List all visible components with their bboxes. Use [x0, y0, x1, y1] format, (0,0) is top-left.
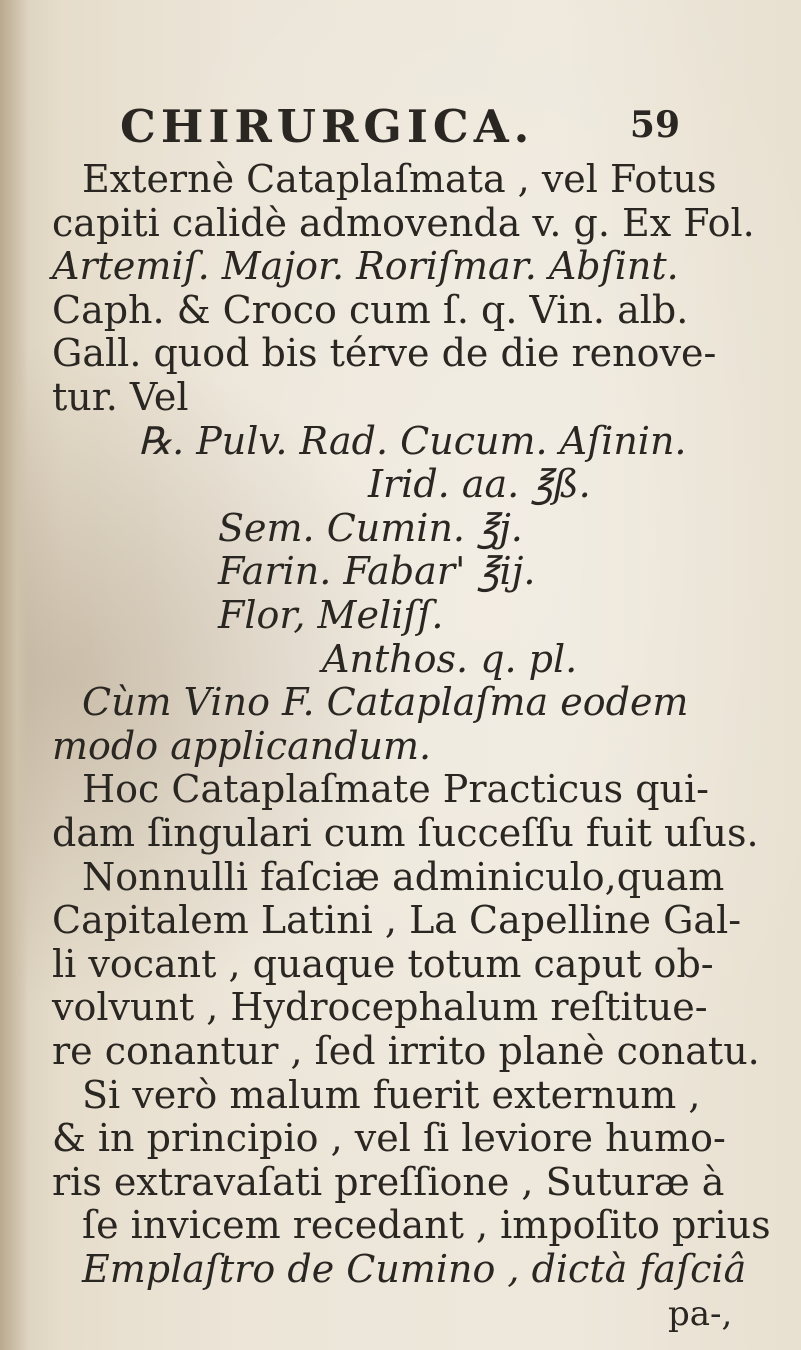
- text-line-l8: modo applicandum.: [52, 724, 432, 768]
- text-line-r4: Farin. Fabar' ℥ij.: [218, 549, 536, 593]
- text-line-l15: re conantur , ſed irrito planè conatu.: [52, 1029, 760, 1073]
- catchword: pa-,: [668, 1294, 733, 1334]
- text-line-r5: Flor, Meliſſ.: [218, 593, 444, 637]
- text-line-l18: ris extravaſati preſſione , Suturæ à: [52, 1160, 725, 1204]
- text-line-l6: tur. Vel: [52, 375, 189, 419]
- text-line-l17: & in principio , vel ſi leviore humo-: [52, 1116, 726, 1160]
- text-line-l20: Emplaſtro de Cumino , dictà faſciâ: [82, 1247, 747, 1291]
- page-gutter: [0, 0, 28, 1350]
- text-line-r6: Anthos. q. pl.: [322, 637, 578, 681]
- text-line-l1: Externè Cataplaſmata , vel Fotus: [82, 157, 717, 201]
- text-line-l5: Gall. quod bis térve de die renove-: [52, 331, 717, 375]
- page-header: [120, 100, 680, 160]
- text-line-l7: Cùm Vino F. Cataplaſma eodem: [82, 680, 689, 724]
- running-title: CHIRURGICA.: [120, 100, 535, 153]
- text-line-r2: Irid. aa. ℥ß.: [368, 462, 591, 506]
- page-number: 59: [629, 104, 680, 146]
- text-line-l11: Nonnulli faſciæ adminiculo,quam: [82, 855, 725, 899]
- text-line-l19: ſe invicem recedant , impoſito prius: [82, 1203, 771, 1247]
- text-line-l13: li vocant , quaque totum caput ob-: [52, 942, 714, 986]
- text-line-r3: Sem. Cumin. ℥j.: [218, 506, 523, 550]
- text-line-l9: Hoc Cataplaſmate Practicus qui-: [82, 767, 709, 811]
- text-line-l2: capiti calidè admovenda v. g. Ex Fol.: [52, 201, 755, 245]
- text-line-l4: Caph. & Croco cum ſ. q. Vin. alb.: [52, 288, 689, 332]
- text-line-l10: dam ſingulari cum ſucceſſu fuit uſus.: [52, 811, 759, 855]
- text-line-l3: Artemiſ. Major. Roriſmar. Abſint.: [52, 244, 679, 288]
- text-line-r1: ℞. Pulv. Rad. Cucum. Aſinin.: [138, 419, 687, 463]
- text-line-l12: Capitalem Latini , La Capelline Gal-: [52, 898, 742, 942]
- text-line-l16: Si verò malum fuerit externum ,: [82, 1073, 701, 1117]
- text-line-l14: volvunt , Hydrocephalum reſtitue-: [52, 985, 708, 1029]
